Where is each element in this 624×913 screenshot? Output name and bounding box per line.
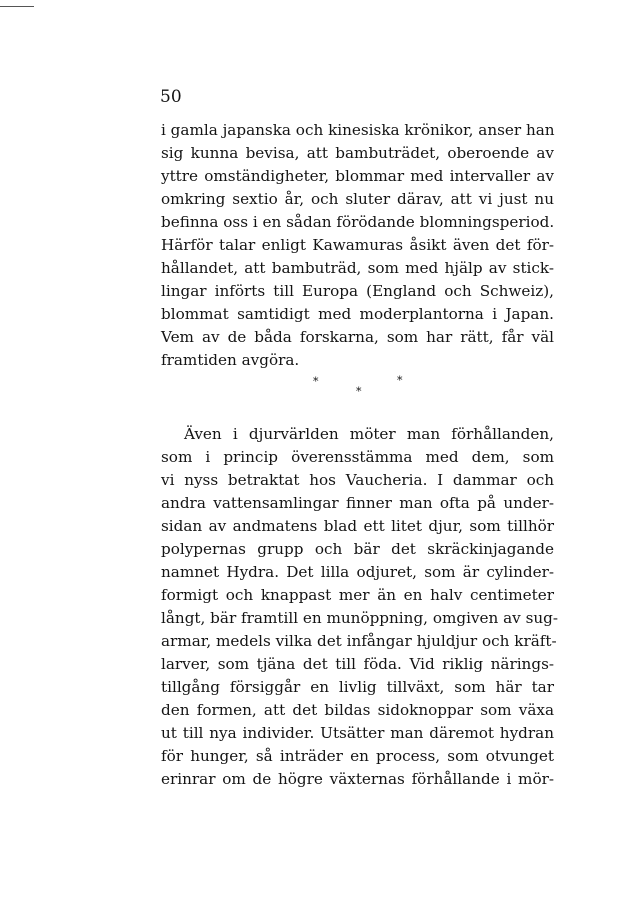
page-number: 50 (160, 87, 182, 107)
text-line: omkring sextio år, och sluter därav, att vi just nu (161, 190, 554, 208)
text-line: hållandet, att bambuträd, som med hjälp av stick- (161, 259, 554, 277)
text-line: Vem av de båda forskarna, som har rätt, får väl (161, 328, 554, 346)
text-line: framtiden avgöra. (161, 351, 300, 369)
text-line: erinrar om de högre växternas förhållande i mör- (161, 770, 554, 788)
text-line: Även i djurvärlden möter man förhållanden, (184, 425, 554, 443)
text-line: sidan av andmatens blad ett litet djur, som tillhör (161, 517, 554, 535)
asterisk: * (397, 374, 403, 387)
text-line: ut till nya individer. Utsätter man däremot hydran (161, 724, 554, 742)
text-line: vi nyss betraktat hos Vaucheria. I dammar och (161, 471, 554, 489)
text-line: armar, medels vilka det infångar hjuldjur och kräft- (161, 632, 557, 650)
text-line: sig kunna bevisa, att bambuträdet, oberoende av (161, 144, 554, 162)
text-line: den formen, att det bildas sidoknoppar som växa (161, 701, 554, 719)
text-line: som i princip överensstämma med dem, som (161, 448, 554, 466)
text-line: i gamla japanska och kinesiska krönikor, anser han (161, 121, 555, 139)
text-line: larver, som tjäna det till föda. Vid riklig närings- (161, 655, 554, 673)
text-line: långt, bär framtill en munöppning, omgiven av sug- (161, 609, 559, 627)
text-line: namnet Hydra. Det lilla odjuret, som är cylinder- (161, 563, 554, 581)
text-line: för hunger, så inträder en process, som otvunget (161, 747, 554, 765)
text-line: andra vattensamlingar finner man ofta på under- (161, 494, 554, 512)
text-line: yttre omständigheter, blommar med intervaller av (161, 167, 554, 185)
text-line: lingar införts till Europa (England och Schweiz), (161, 282, 554, 300)
asterisk: * (356, 385, 362, 398)
text-line: befinna oss i en sådan förödande blomningsperiod. (161, 213, 555, 231)
text-line: Härför talar enligt Kawamuras åsikt även det för- (161, 236, 554, 254)
asterisk: * (313, 375, 319, 388)
corner-rule (0, 6, 34, 7)
text-line: blommat samtidigt med moderplantorna i Japan. (161, 305, 554, 323)
text-line: formigt och knappast mer än en halv centimeter (161, 586, 554, 604)
text-line: tillgång försiggår en livlig tillväxt, som här tar (161, 678, 554, 696)
text-line: polypernas grupp och bär det skräckinjagande (161, 540, 554, 558)
